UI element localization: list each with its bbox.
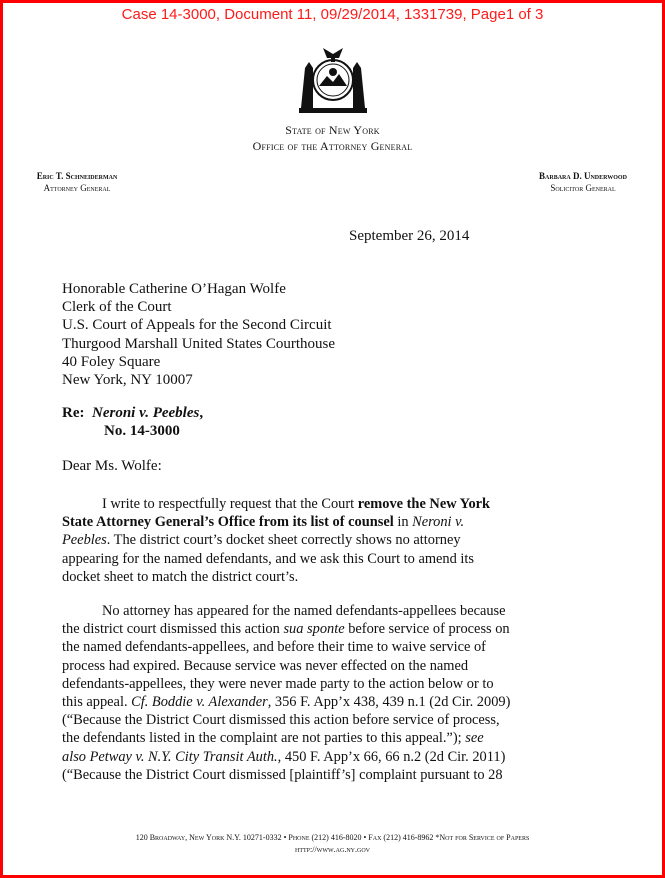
agency-header	[0, 122, 665, 154]
address-line: Honorable Catherine O’Hagan Wolfe	[62, 281, 286, 297]
solicitor-general	[523, 170, 643, 194]
text-line: also Petway v. N.Y. City Transit Auth., 450 F. App’x 66, 66 n.2 (2d Cir. 2011)	[62, 748, 506, 765]
paragraph-explanation	[62, 602, 622, 784]
paragraph-request	[62, 495, 622, 586]
address-line: Thurgood Marshall United States Courthouse	[62, 335, 336, 352]
text-line: docket sheet to match the district court’s.	[62, 568, 299, 585]
new-york-state-seal-icon	[293, 38, 373, 116]
text-line: I write to respectfully request that the Court remove the New York	[102, 496, 491, 512]
text-line: defendants-appellees, they were never made party to the action below or to	[62, 675, 494, 692]
text-line: this appeal. Cf. Boddie v. Alexander, 356 F. App’x 438, 439 n.1 (2d Cir. 2009)	[62, 694, 511, 711]
address-line: 40 Foley Square	[62, 353, 161, 370]
salutation: Dear Ms. Wolfe:	[62, 458, 162, 474]
address-line: Clerk of the Court	[62, 299, 172, 316]
letterhead-footer	[0, 832, 665, 856]
agency-state: State of New York	[285, 123, 380, 137]
letter-date: September 26, 2014	[349, 228, 470, 244]
text-line: process had expired. Because service was never effected on the named	[62, 657, 469, 674]
text-line: State Attorney General’s Office from its list of counsel in Neroni v.	[62, 514, 465, 531]
re-label: Re:	[62, 405, 85, 421]
text-line: (“Because the District Court dismissed this action before service of process,	[62, 712, 500, 729]
agency-office: Office of the Attorney General	[252, 139, 413, 153]
solicitor-general-title: Solicitor General	[550, 183, 616, 193]
address-line: New York, NY 10007	[62, 372, 193, 389]
re-line	[62, 404, 203, 440]
re-case-number: No. 14-3000	[104, 423, 180, 439]
re-case-suffix: ,	[199, 405, 204, 421]
text-line: No attorney has appeared for the named defendants-appellees because	[102, 603, 506, 619]
footer-website: http://www.ag.ny.gov	[295, 845, 370, 854]
footer-address: 120 Broadway, New York N.Y. 10271-0332 • Phone (212) 416-8020 • Fax (212) 416-8962 *Not for Service of Papers	[135, 833, 530, 842]
attorney-general-title: Attorney General	[43, 183, 111, 193]
text-line: the named defendants-appellees, and before their time to waive service of	[62, 639, 486, 656]
solicitor-general-name: Barbara D. Underwood	[539, 171, 627, 181]
text-line: Peebles. The district court’s docket sheet correctly shows no attorney	[62, 532, 461, 549]
attorney-general-name: Eric T. Schneiderman	[36, 171, 118, 181]
address-line: U.S. Court of Appeals for the Second Circuit	[62, 317, 332, 334]
text-line: (“Because the District Court dismissed [plaintiff’s] complaint pursuant to 28	[62, 766, 503, 783]
text-line: the defendants listed in the complaint are not parties to this appeal.”); see	[62, 730, 484, 747]
recipient-address	[62, 280, 335, 389]
attorney-general	[22, 170, 132, 194]
text-line: appearing for the named defendants, and we ask this Court to amend its	[62, 550, 475, 567]
re-case-name: Neroni v. Peebles	[92, 405, 200, 421]
case-stamp: Case 14-3000, Document 11, 09/29/2014, 1331739, Page1 of 3	[121, 6, 544, 23]
text-line: the district court dismissed this action sua sponte before service of process on	[62, 621, 510, 638]
